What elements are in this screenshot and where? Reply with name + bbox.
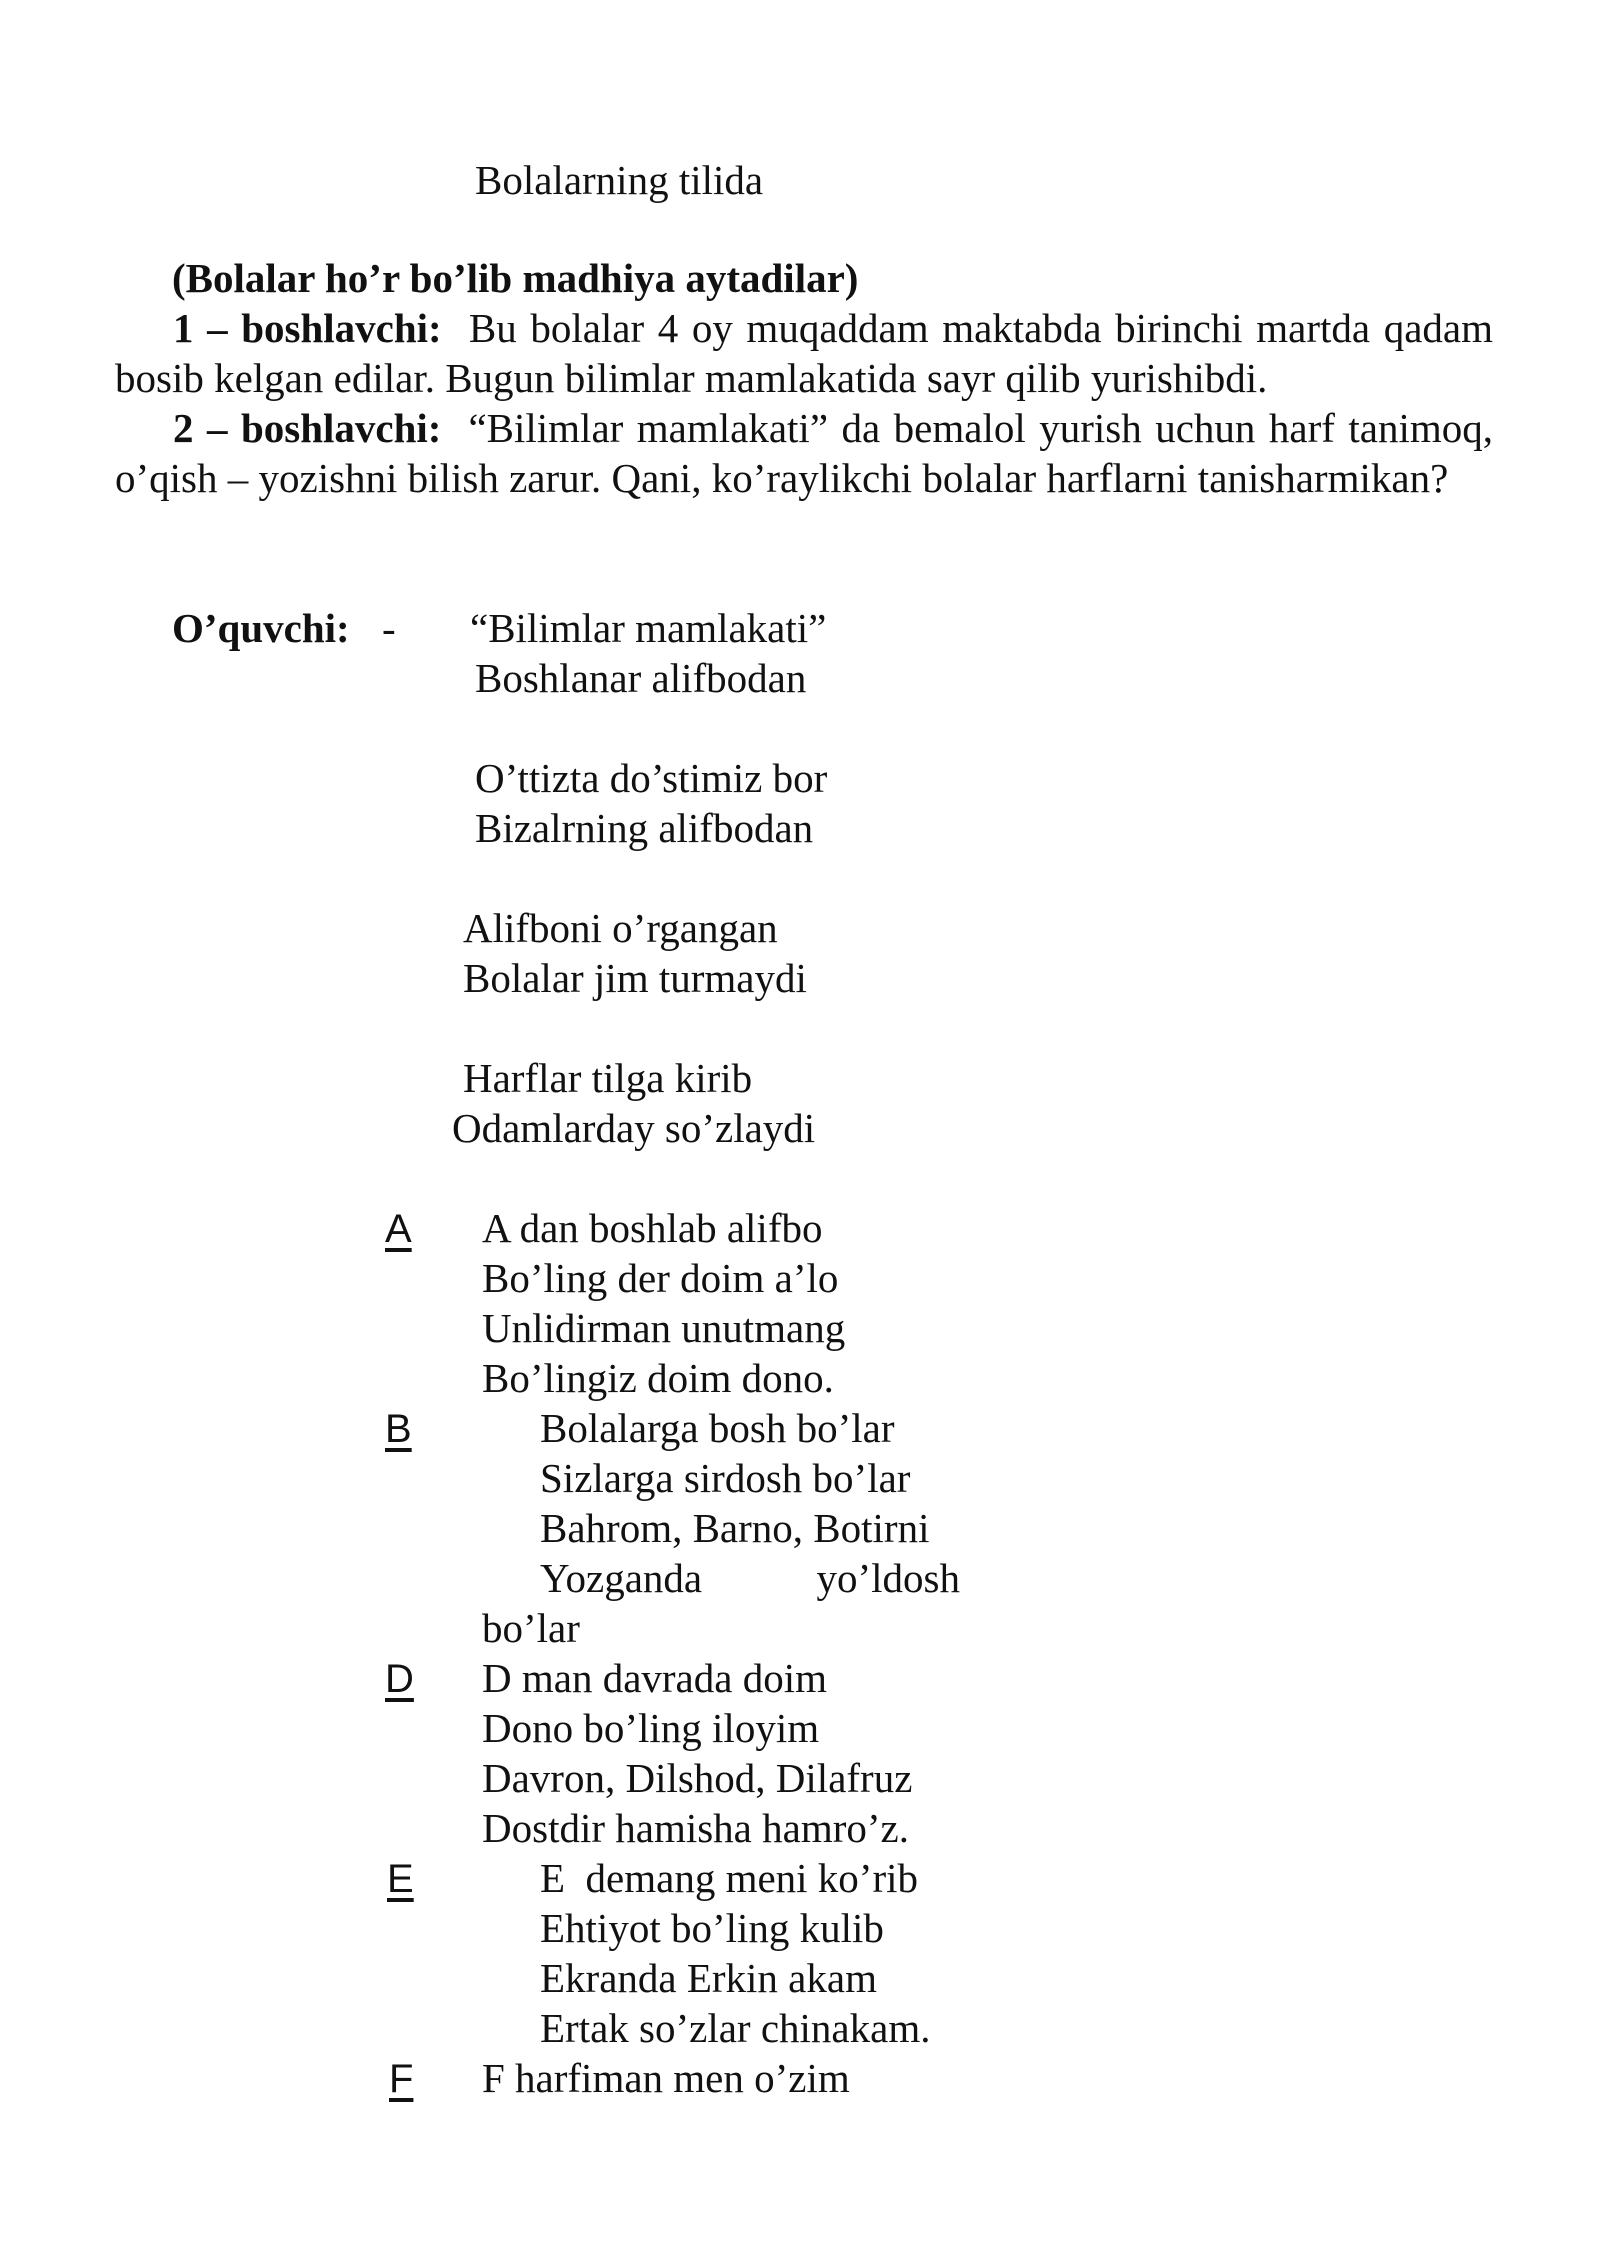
- letter-b-verse: [540, 1403, 960, 1603]
- verse-line: D man davrada doim: [482, 1655, 827, 1701]
- letter-e-label: E: [387, 1857, 414, 1901]
- speaker-2: 2 – boshlavchi:: [173, 405, 442, 451]
- letter-d-label: D: [385, 1657, 414, 1701]
- page-title: Bolalarning tilida: [475, 157, 764, 203]
- stanza-1: [470, 603, 826, 703]
- verse-line: Davron, Dilshod, Dilafruz: [482, 1755, 913, 1801]
- verse-line: Odamlarday so’zlaydi: [452, 1105, 816, 1151]
- stanza-2: [475, 753, 827, 853]
- verse-line-split: [540, 1553, 960, 1603]
- pupil-dash: -: [382, 605, 396, 651]
- verse-line: Bolalar jim turmaydi: [463, 955, 807, 1001]
- verse-line: Unlidirman unutmang: [482, 1305, 846, 1351]
- letter-f-label: F: [389, 2057, 414, 2101]
- verse-line: Ehtiyot bo’ling kulib: [540, 1905, 884, 1951]
- letter-a-label: A: [385, 1207, 412, 1251]
- stanza-4: [452, 1053, 815, 1153]
- verse-line: A dan boshlab alifbo: [482, 1205, 823, 1251]
- letter-f-verse: [482, 2053, 850, 2103]
- verse-line: Harflar tilga kirib: [463, 1055, 753, 1101]
- stage-direction: (Bolalar ho’r bo’lib madhiya aytadilar): [172, 255, 859, 301]
- verse-line-wrap: bo’lar: [482, 1605, 580, 1651]
- speaker-1: 1 – boshlavchi:: [173, 305, 442, 351]
- pupil-speaker: O’quvchi:: [172, 605, 350, 651]
- letter-a-verse: [482, 1203, 845, 1403]
- paragraph-2-text: “Bilimlar mamlakati” da bemalol yurish uchun harf tanimoq, o’qish – yozishni bilish zarur. Qani, ko’raylikchi bolalar harflarni tanisharmikan?: [115, 405, 1494, 501]
- verse-line: O’ttizta do’stimiz bor: [475, 755, 828, 801]
- verse-line: Bizalrning alifbodan: [475, 805, 814, 851]
- paragraph-2: [115, 403, 1493, 503]
- letter-e-verse: [540, 1853, 930, 2053]
- letter-b-label: B: [385, 1407, 412, 1451]
- verse-line: Dostdir hamisha hamro’z.: [482, 1805, 909, 1851]
- verse-line: E demang meni ko’rib: [540, 1855, 919, 1901]
- verse-line: Sizlarga sirdosh bo’lar: [540, 1455, 911, 1501]
- verse-line: Boshlanar alifbodan: [475, 655, 807, 701]
- verse-line: Ertak so’zlar chinakam.: [540, 2005, 931, 2051]
- verse-line: Bo’lingiz doim dono.: [482, 1355, 834, 1401]
- paragraph-1-text: Bu bolalar 4 oy muqaddam maktabda birinchi martda qadam bosib kelgan edilar. Bugun bilimlar mamlakatida sayr qilib yurishibdi.: [115, 305, 1493, 401]
- verse-word: yo’ldosh: [816, 1555, 960, 1601]
- paragraph-1: [115, 303, 1493, 403]
- stanza-3: [463, 903, 807, 1003]
- verse-line: Ekranda Erkin akam: [540, 1955, 877, 2001]
- verse-word: Yozganda: [540, 1555, 703, 1601]
- letter-d-verse: [482, 1653, 912, 1853]
- verse-line: F harfiman men o’zim: [482, 2055, 850, 2101]
- verse-line: Alifboni o’rgangan: [463, 905, 778, 951]
- verse-line: Bolalarga bosh bo’lar: [540, 1405, 895, 1451]
- verse-line: “Bilimlar mamlakati”: [470, 605, 827, 651]
- verse-line: Bahrom, Barno, Botirni: [540, 1505, 930, 1551]
- verse-line: Bo’ling der doim a’lo: [482, 1255, 839, 1301]
- verse-line: Dono bo’ling iloyim: [482, 1705, 820, 1751]
